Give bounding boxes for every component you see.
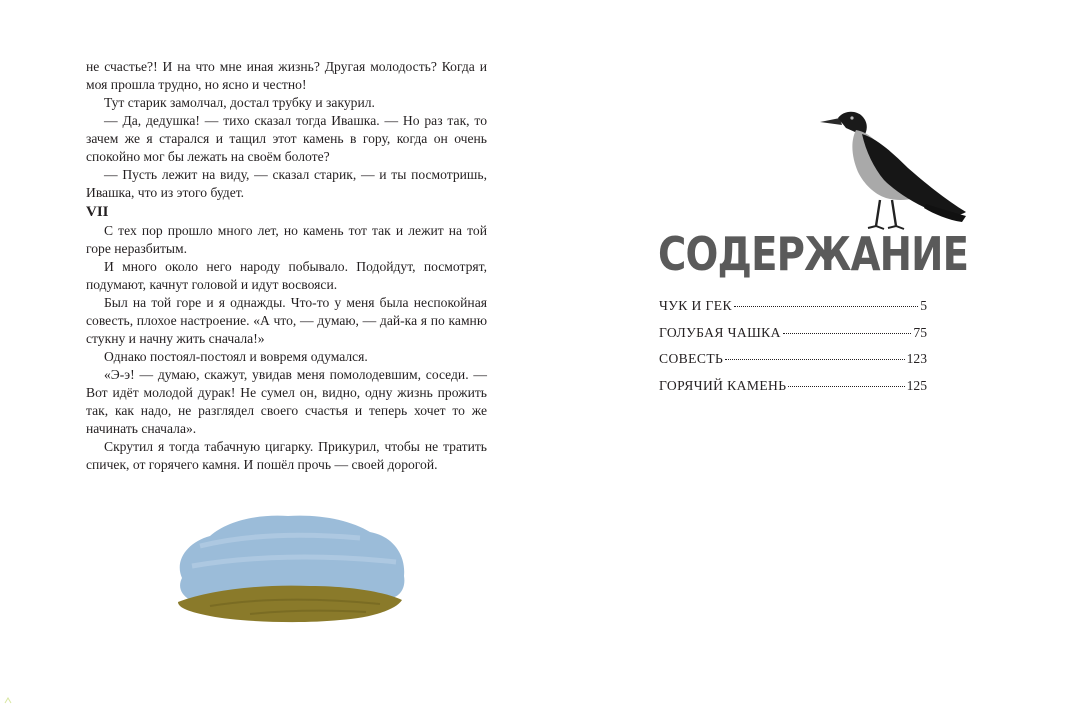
- paragraph: не счастье?! И на что мне иная жизнь? Другая молодость? Когда и моя прошла трудно, но ясно и честно!: [86, 59, 487, 92]
- crow-beak: [820, 118, 842, 125]
- toc-item-title: ГОЛУБАЯ ЧАШКА: [659, 324, 781, 340]
- toc-leader-dots: [725, 359, 904, 360]
- toc-item[interactable]: [659, 351, 927, 378]
- paragraph: С тех пор прошло много лет, но камень тот так и лежит на той горе неразбитым.: [86, 223, 487, 256]
- corner-mark-icon: [4, 696, 12, 704]
- paragraph: «Э-э! — думаю, скажут, увидав меня помолодевшим, соседи. — Вот идёт молодой дурак! Не сумел он, видно, одну жизнь прожить так, как надо, не разглядел своего счастья и теперь хочет то же начинать сначала».: [86, 367, 487, 436]
- paragraph: И много около него народу побывало. Подойдут, посмотрят, подумают, качнут головой и идут восвояси.: [86, 259, 487, 292]
- crow-legs: [876, 200, 896, 226]
- toc-leader-dots: [734, 306, 918, 307]
- toc-item-title: ЧУК И ГЕК: [659, 298, 732, 313]
- toc-item[interactable]: [659, 298, 927, 325]
- toc-leader-dots: [788, 386, 904, 387]
- toc-item-page: 123: [906, 351, 927, 366]
- toc-item-page: 75: [913, 324, 927, 340]
- toc-item[interactable]: [659, 325, 927, 352]
- paragraph: Скрутил я тогда табачную цигарку. Прикурил, чтобы не тратить спичек, от горячего камня. И пошёл прочь — своей дорогой.: [86, 439, 487, 472]
- toc-item-title: СОВЕСТЬ: [659, 351, 724, 366]
- paragraph: Был на той горе и я однажды. Что-то у меня была неспокойная совесть, плохое настроение. «А что, — думаю, — дай-ка я по камню стукну и начну жить сначала!»: [86, 295, 487, 346]
- toc-title: СОДЕРЖАНИЕ: [658, 227, 969, 281]
- table-of-contents: [659, 298, 927, 404]
- toc-item-page: 125: [906, 377, 927, 393]
- toc-item-page: 5: [920, 298, 927, 313]
- toc-leader-dots: [783, 333, 912, 334]
- paragraph: Тут старик замолчал, достал трубку и закурил.: [104, 95, 375, 110]
- left-page-text: [86, 58, 487, 474]
- paragraph: — Да, дедушка! — тихо сказал тогда Ивашка. — Но раз так, то зачем же я старался и тащил этот камень в гору, когда он очень спокойно мог бы лежать на своём болоте?: [86, 113, 487, 164]
- crow-illustration: [816, 108, 968, 238]
- paragraph: — Пусть лежит на виду, — сказал старик, — и ты посмотришь, Ивашка, что из этого будет.: [86, 167, 487, 200]
- hill-illustration: [170, 506, 410, 630]
- chapter-heading: VII: [86, 204, 109, 220]
- paragraph: Однако постоял-постоял и вовремя одумался.: [104, 349, 368, 364]
- toc-item-title: ГОРЯЧИЙ КАМЕНЬ: [659, 377, 787, 393]
- toc-item[interactable]: [659, 378, 927, 405]
